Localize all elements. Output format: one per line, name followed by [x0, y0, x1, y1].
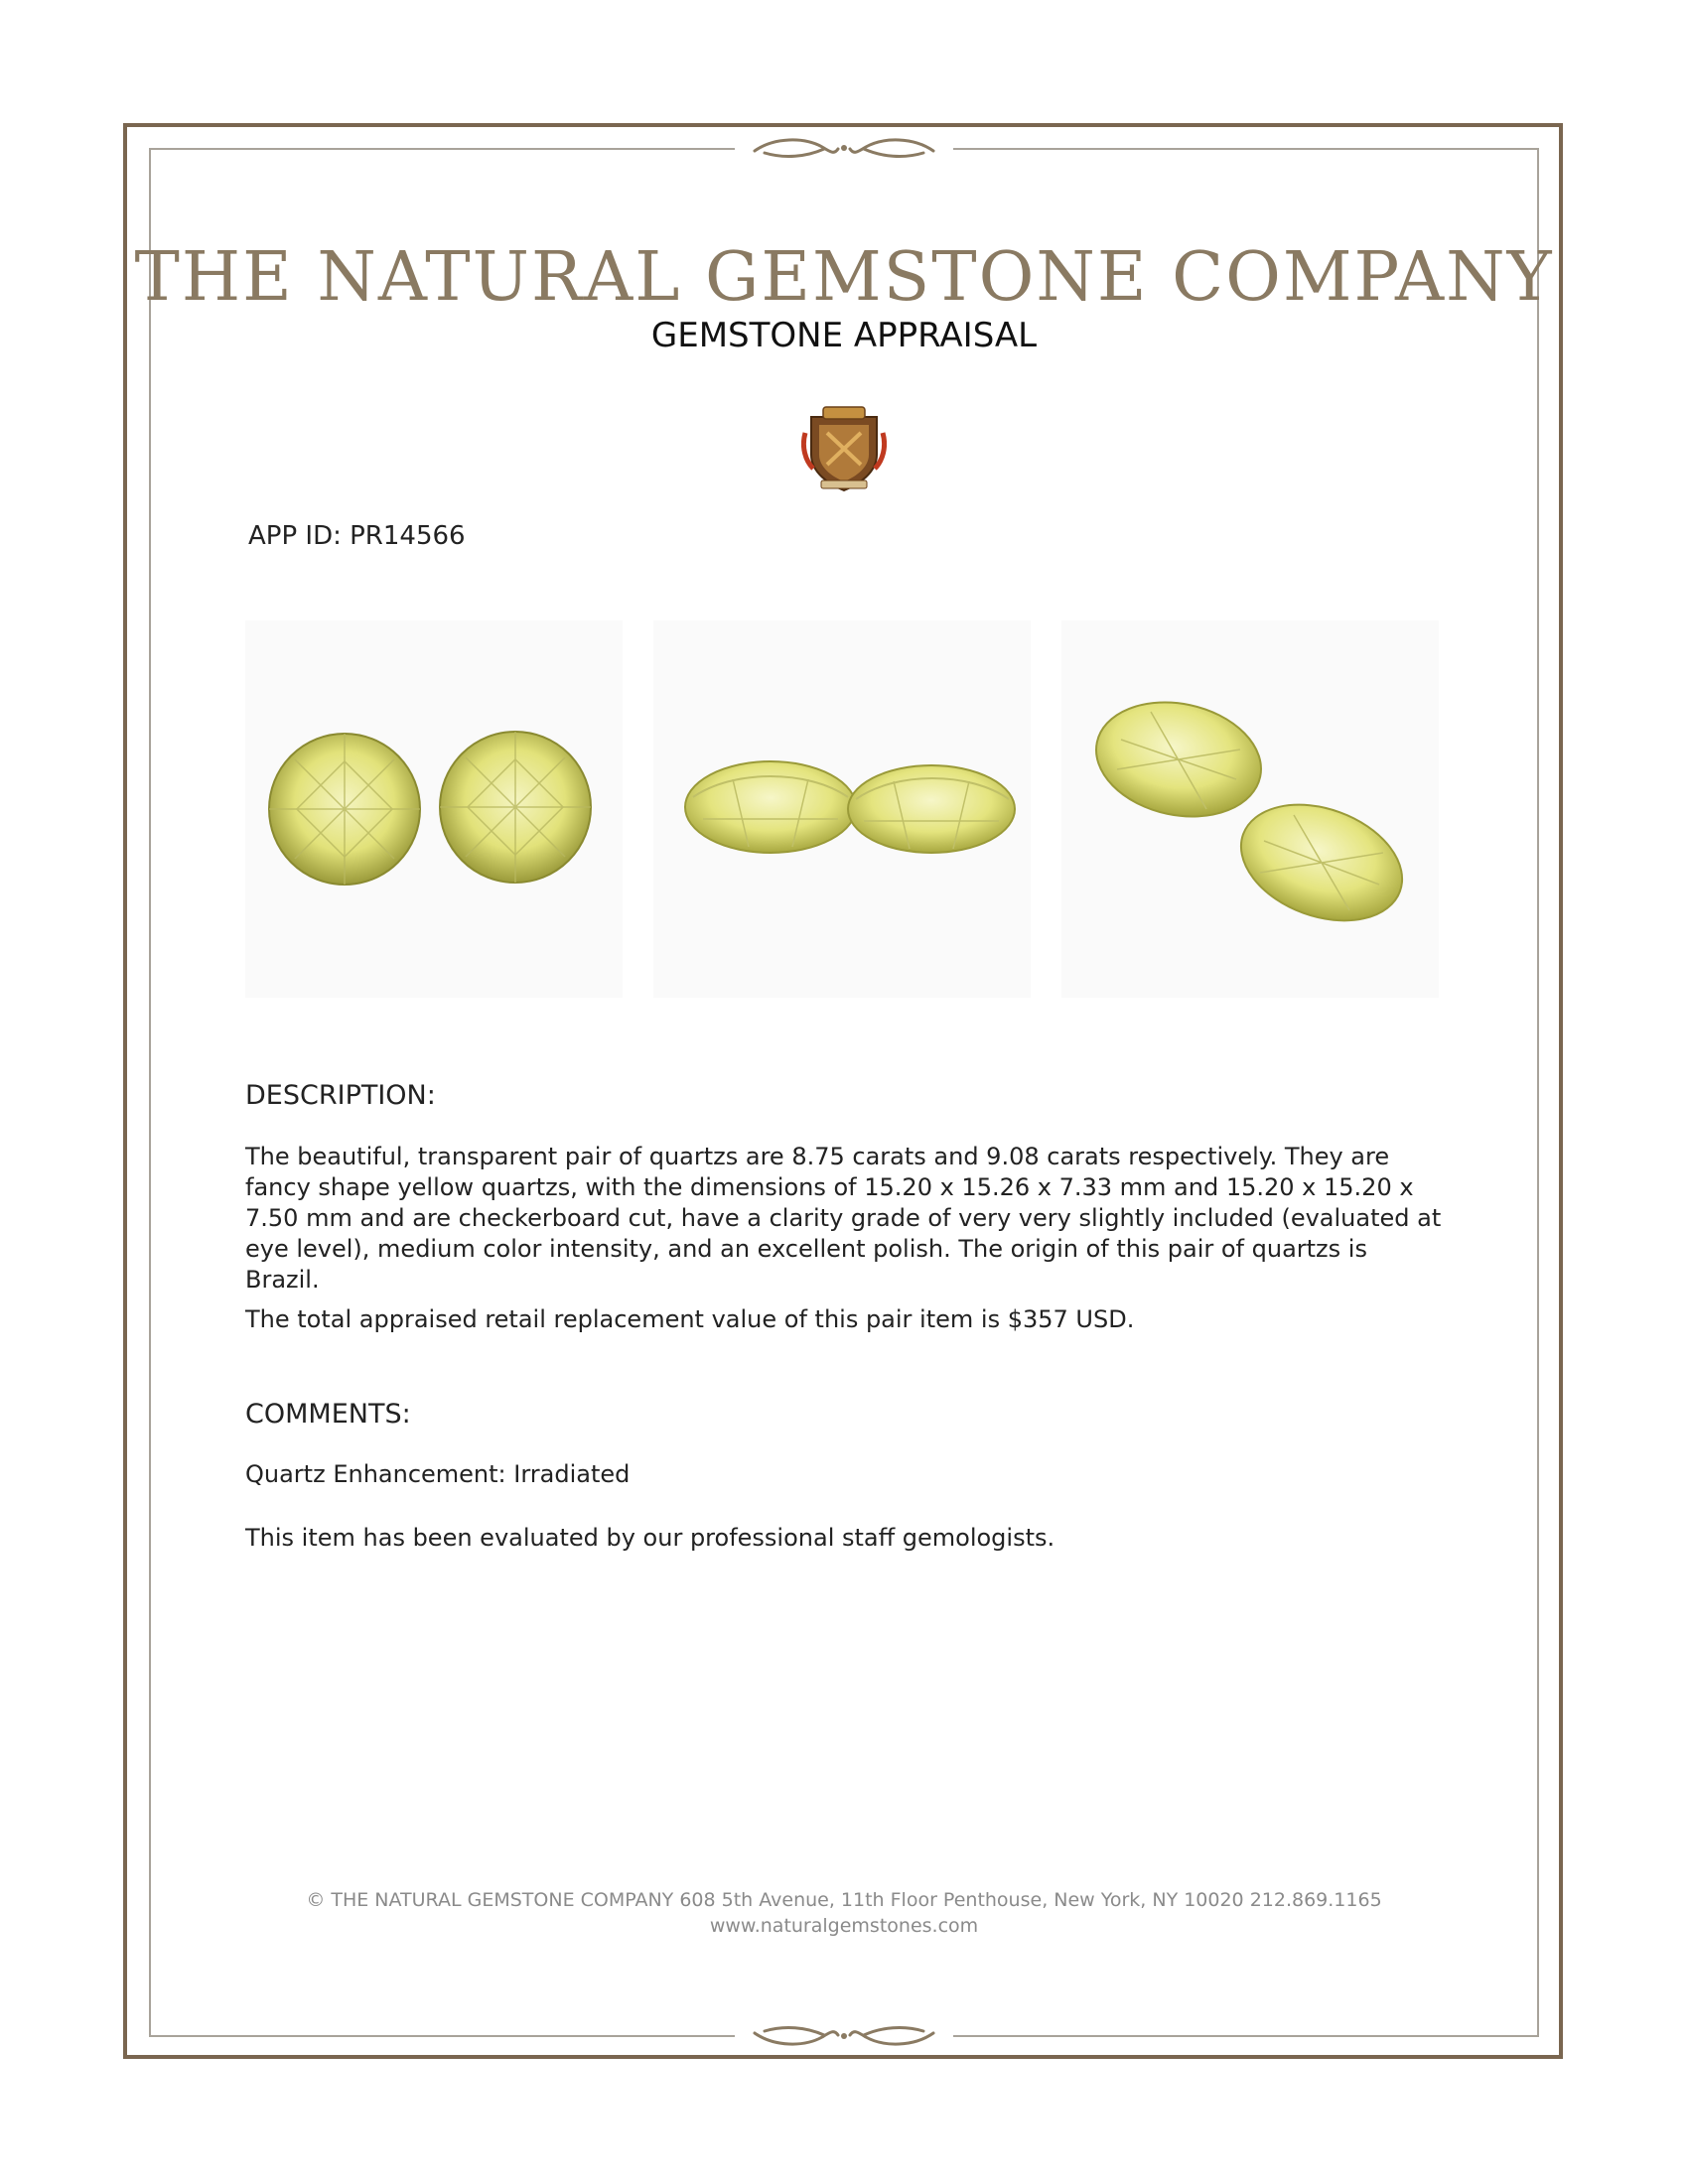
footer-address: © THE NATURAL GEMSTONE COMPANY 608 5th Avenue, 11th Floor Penthouse, New York, NY 10020 212.869.1165	[306, 1889, 1382, 1911]
inner-border-top-right	[953, 148, 1539, 150]
comments-heading: COMMENTS:	[245, 1399, 411, 1430]
evaluation-comment: This item has been evaluated by our professional staff gemologists.	[245, 1524, 1055, 1552]
appraised-value-statement: The total appraised retail replacement value of this pair item is $357 USD.	[245, 1305, 1135, 1333]
inner-border-bottom-right	[953, 2035, 1539, 2037]
bottom-flourish-ornament	[735, 2021, 953, 2051]
description-heading: DESCRIPTION:	[245, 1080, 436, 1111]
description-paragraph: The beautiful, transparent pair of quartzs are 8.75 carats and 9.08 carats respectively. They are fancy shape yellow quartzs, with the dimensions of 15.20 x 15.26 x 7.33 mm and 15.20 x 15.20 x 7.50 mm and are checkerboard cut, have a clarity grade of very very slightly included (evaluated at eye level), medium color intensity, and an excellent polish. The origin of this pair of quartzs is Brazil.	[245, 1143, 1442, 1294]
appraisal-id: APP ID: PR14566	[248, 521, 466, 551]
inner-border-left	[149, 148, 151, 2037]
company-title: THE NATURAL GEMSTONE COMPANY	[134, 238, 1554, 317]
inner-border-bottom-left	[149, 2035, 735, 2037]
footer-website: www.naturalgemstones.com	[709, 1915, 979, 1937]
gem-photo-side-view	[653, 620, 1031, 998]
gem-photo-angled-view	[1061, 620, 1439, 998]
top-flourish-ornament	[735, 133, 953, 163]
company-crest-logo	[801, 403, 887, 494]
inner-border-top-left	[149, 148, 735, 150]
enhancement-comment: Quartz Enhancement: Irradiated	[245, 1460, 631, 1488]
document-subtitle: GEMSTONE APPRAISAL	[650, 316, 1038, 355]
gem-photo-top-view	[245, 620, 623, 998]
inner-border-right	[1537, 148, 1539, 2037]
